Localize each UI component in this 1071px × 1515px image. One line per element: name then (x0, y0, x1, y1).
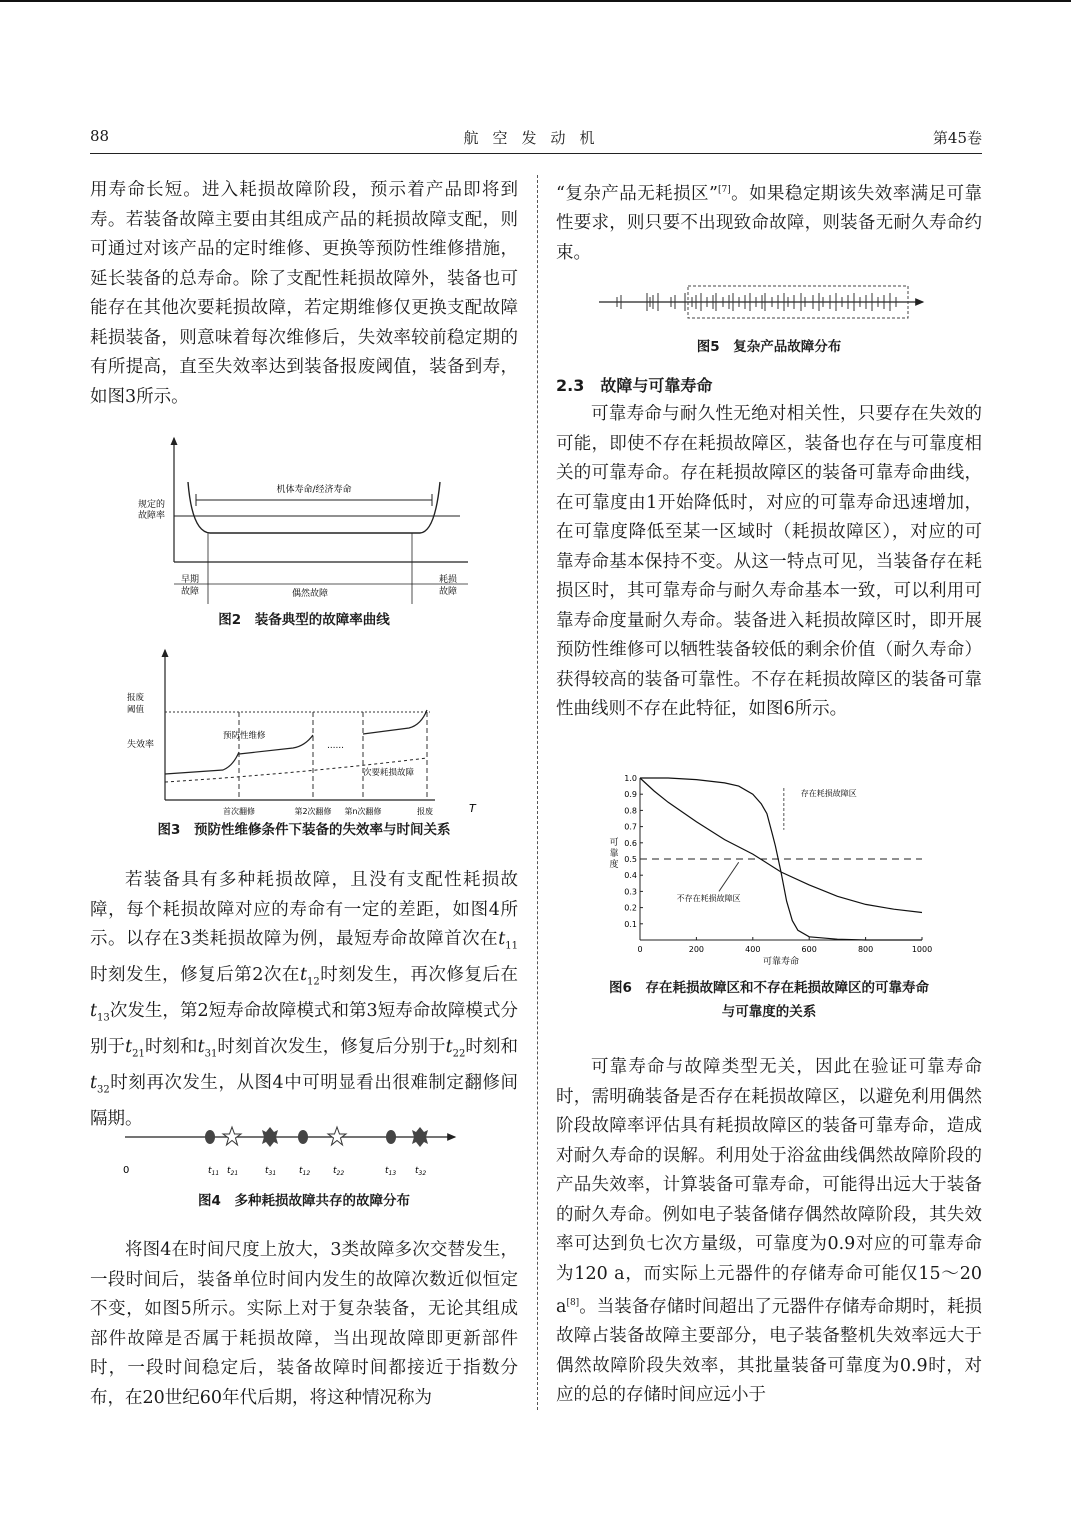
text-run: 。如果稳定期该失效率满足可靠性要求，则只要不出现致命故障，则装备无耐久寿命约束。 (556, 183, 982, 263)
fault-marker-type1 (386, 1130, 396, 1144)
annotation-no-wear-zone: 不存在耗损故障区 (676, 894, 741, 904)
x-axis-label: 可靠寿命 (762, 957, 800, 967)
fig2-top-label: 机体寿命/经济寿命 (276, 485, 352, 495)
column-divider (537, 175, 538, 1410)
fig2-ylabel-1: 规定的 (138, 500, 166, 510)
figure-4-fault-distribution (115, 1120, 475, 1182)
fault-marker-type1 (205, 1130, 215, 1144)
text-run: 。当装备存储时间超出了元器件存储寿命期时，耗损故障占装备故障主要部分，电子装备整机失效率远大于偶然故障阶段失效率，其批量装备可靠度为0.9时，对应的总的存储时间应远小于 (556, 1296, 982, 1406)
y-tick-label: 0.3 (624, 887, 637, 897)
x-tick-label: 600 (801, 945, 817, 954)
caption-line: 与可靠度的关系 (721, 1004, 817, 1020)
fault-marker-type2 (328, 1127, 346, 1145)
y-tick-label: 0.7 (624, 822, 637, 832)
fig4-t12: $t_{12}$ (299, 1166, 311, 1177)
caption-line: 图6 存在耗损故障区和不存在耗损故障区的可靠寿命 (609, 980, 929, 996)
fig3-thresh-2: 阈值 (127, 705, 145, 715)
paragraph-text: 若装备具有多种耗损故障，且没有支配性耗损故障，每个耗损故障对应的寿命有一定的差距，如图4所示。以存在3类耗损故障为例，最短寿命故障首次在$t_{11}$时刻发生，修复后第2次在$t_{12}$时刻发生，再次修复后在$t_{13}$次发生，第2短寿命故障模式和第3短寿命故障模式分别于$t_{21}$时刻和$t_{31}$时刻首次发生，修复后分别于$t_{22}$时刻和$t_{32}$时刻再次发生，从图4中可明显看出很难制定翻修间隔期。 (90, 870, 519, 1129)
right-para-1 (556, 176, 982, 268)
fig4-t11: $t_{11}$ (208, 1166, 220, 1177)
page-number: 88 (90, 127, 110, 145)
fig2-early-2: 故障 (180, 587, 200, 597)
top-border (0, 0, 1071, 2)
fig2-early-1: 早期 (180, 575, 200, 585)
paragraph-text: 用寿命长短。进入耗损故障阶段，预示着产品即将到寿。若装备故障主要由其组成产品的耗损故障支配，则可通过对该产品的定时维修、更换等预防性维修措施，延长装备的总寿命。除了支配性耗损故障外，装备也可能存在其他次要耗损故障，若定期维修仅更换支配故障耗损装备，则意味着每次维修后，失效率较前稳定期的有所提高，直至失效率达到装备报废阈值，装备到寿，如图3所示。 (90, 180, 518, 407)
figure-2-bathtub-curve (130, 432, 475, 608)
fig4-origin: 0 (123, 1165, 130, 1176)
text-run: 时刻和 (144, 1037, 198, 1057)
y-tick-label: 0.2 (624, 903, 637, 913)
fig4-t21: $t_{21}$ (227, 1166, 239, 1177)
fig4-t32: $t_{32}$ (415, 1166, 427, 1177)
fault-marker-type3 (412, 1127, 428, 1147)
series-line-2 (640, 778, 922, 913)
annotation-leader (719, 862, 739, 891)
fault-marker-type1 (298, 1130, 308, 1144)
citation: [8] (566, 1298, 580, 1308)
text-run: 时刻首次发生，修复后分别于 (217, 1037, 446, 1057)
text-run: 可靠寿命与故障类型无关，因此在验证可靠寿命时，需明确装备是否存在耗损故障区，以避免利用偶然阶段故障率评估具有耗损故障区的装备可靠寿命，造成对耐久寿命的误解。利用处于浴盆曲线偶然故障阶段的产品失效率，计算装备可靠寿命，可能得出远大于装备的耐久寿命。例如电子装备储存偶然故障阶段，其失效率可达到负七次方量级，可靠度为0.9对应的可靠寿命为120 a，而实际上元器件的存储寿命可能仅15～20 a (556, 1057, 982, 1317)
fig3-dots: …… (327, 741, 344, 751)
fig3-thresh-1: 报废 (127, 693, 145, 703)
volume-label: 第45卷 (932, 129, 982, 147)
fig3-x1: 首次翻修 (223, 807, 255, 816)
y-tick-label: 0.8 (624, 806, 637, 816)
y-tick-label: 0.6 (624, 838, 637, 848)
figure-3-failure-rate (125, 642, 480, 820)
fault-marker-type2 (223, 1127, 241, 1145)
figure-5-caption: 图5 复杂产品故障分布 (696, 339, 842, 355)
fig3-ylabel: 失效率 (127, 740, 155, 750)
paragraph-text: 可靠寿命与耐久性无绝对相关性，只要存在失效的可能，即使不存在耗损故障区，装备也存在与可靠度相关的可靠寿命。存在耗损故障区的装备可靠寿命曲线，在可靠度由1开始降低时，对应的可靠寿命迅速增加，在可靠度降低至某一区域时（耗损故障区），对应的可靠寿命基本保持不变。从这一特点可见，当装备存在耗损区时，其可靠寿命与耐久寿命基本一致，可以利用可靠寿命度量耐久寿命。装备进入耗损故障区时，即开展预防性维修可以牺牲装备较低的剩余价值（耐久寿命）获得较高的装备可靠性。不存在耗损故障区的装备可靠性曲线则不存在此特征，如图6所示。 (556, 404, 982, 719)
fig4-t13: $t_{13}$ (385, 1166, 397, 1177)
fig3-x4: 报废 (417, 807, 433, 816)
fig3-minor-label: 次要耗损故障 (363, 768, 415, 778)
x-tick-label: 200 (688, 945, 705, 954)
figure-6-reliability-chart (596, 770, 941, 970)
x-tick-label: 1000 (911, 945, 933, 954)
x-tick-label: 400 (745, 945, 761, 954)
figure-2-caption: 图2 装备典型的故障率曲线 (218, 612, 390, 628)
text-run: 次发生，第2短寿命故障模式和第3短寿命故障模式分别于 (90, 1001, 518, 1057)
right-para-2 (556, 400, 982, 725)
left-para-1 (90, 176, 518, 412)
fig3-x2: 第2次翻修 (294, 807, 332, 816)
text-run: 时刻发生，修复后第2次在 (90, 965, 300, 985)
fig3-xaxis: T (469, 802, 476, 815)
y-axis-label: 可靠度 (609, 838, 619, 870)
fig3-x3: 第n次翻修 (344, 807, 382, 816)
fault-marker-type3 (262, 1127, 278, 1147)
x-tick-label: 800 (857, 945, 874, 954)
left-para-3 (90, 1236, 518, 1413)
citation: [7] (717, 185, 731, 195)
right-para-3 (556, 1053, 982, 1411)
paragraph-text (556, 176, 982, 268)
figure-6-caption (556, 976, 982, 1024)
annotation-wear-zone: 存在耗损故障区 (800, 789, 857, 798)
left-para-2 (90, 866, 518, 1135)
text-run: 若装备具有多种耗损故障，且没有支配性耗损故障，每个耗损故障对应的寿命有一定的差距，如图4所示。以存在3类耗损故障为例，最短寿命故障首次在 (90, 870, 518, 949)
section-heading: 2.3 故障与可靠寿命 (556, 376, 713, 395)
figure-3-caption: 图3 预防性维修条件下装备的失效率与时间关系 (157, 822, 451, 838)
y-tick-label: 1.0 (624, 774, 637, 783)
text-run: 时刻再次发生，从图4中可明显看出很难制定翻修间隔期。 (90, 1073, 518, 1129)
fig3-pm-label: 预防性维修 (223, 731, 266, 741)
figure-4-caption: 图4 多种耗损故障共存的故障分布 (198, 1193, 410, 1209)
text-run: “复杂产品无耗损区” (556, 183, 718, 204)
fig4-t22: $t_{22}$ (333, 1166, 345, 1177)
text-run: 时刻发生，再次修复后在 (319, 965, 518, 985)
fig2-wear-2: 故障 (438, 587, 458, 597)
y-tick-label: 0.5 (624, 855, 637, 864)
text-run: 时刻和 (465, 1037, 519, 1057)
journal-name: 航空发动机 (463, 129, 609, 147)
x-tick-label: 0 (637, 945, 643, 954)
y-tick-label: 0.9 (624, 790, 637, 800)
y-tick-label: 0.4 (624, 871, 637, 881)
fig2-random: 偶然故障 (291, 589, 329, 599)
y-tick-label: 0.1 (624, 919, 637, 929)
fig2-wear-1: 耗损 (438, 575, 458, 585)
paragraph-text (556, 1053, 982, 1411)
paragraph-text: 将图4在时间尺度上放大，3类故障多次交替发生，一段时间后，装备单位时间内发生的故障次数近似恒定不变，如图5所示。实际上对于复杂装备，无论其组成部件故障是否属于耗损故障，当出现故障即更新部件时，一段时间稳定后，装备故障时间都接近于指数分布，在20世纪60年代后期，将这种情况称为 (90, 1240, 518, 1408)
fig4-t31: $t_{31}$ (265, 1166, 277, 1177)
page-header (90, 127, 982, 151)
fig2-ylabel-2: 故障率 (138, 511, 166, 521)
figure-5-complex-fault-distribution (595, 282, 940, 322)
header-rule (90, 153, 982, 154)
